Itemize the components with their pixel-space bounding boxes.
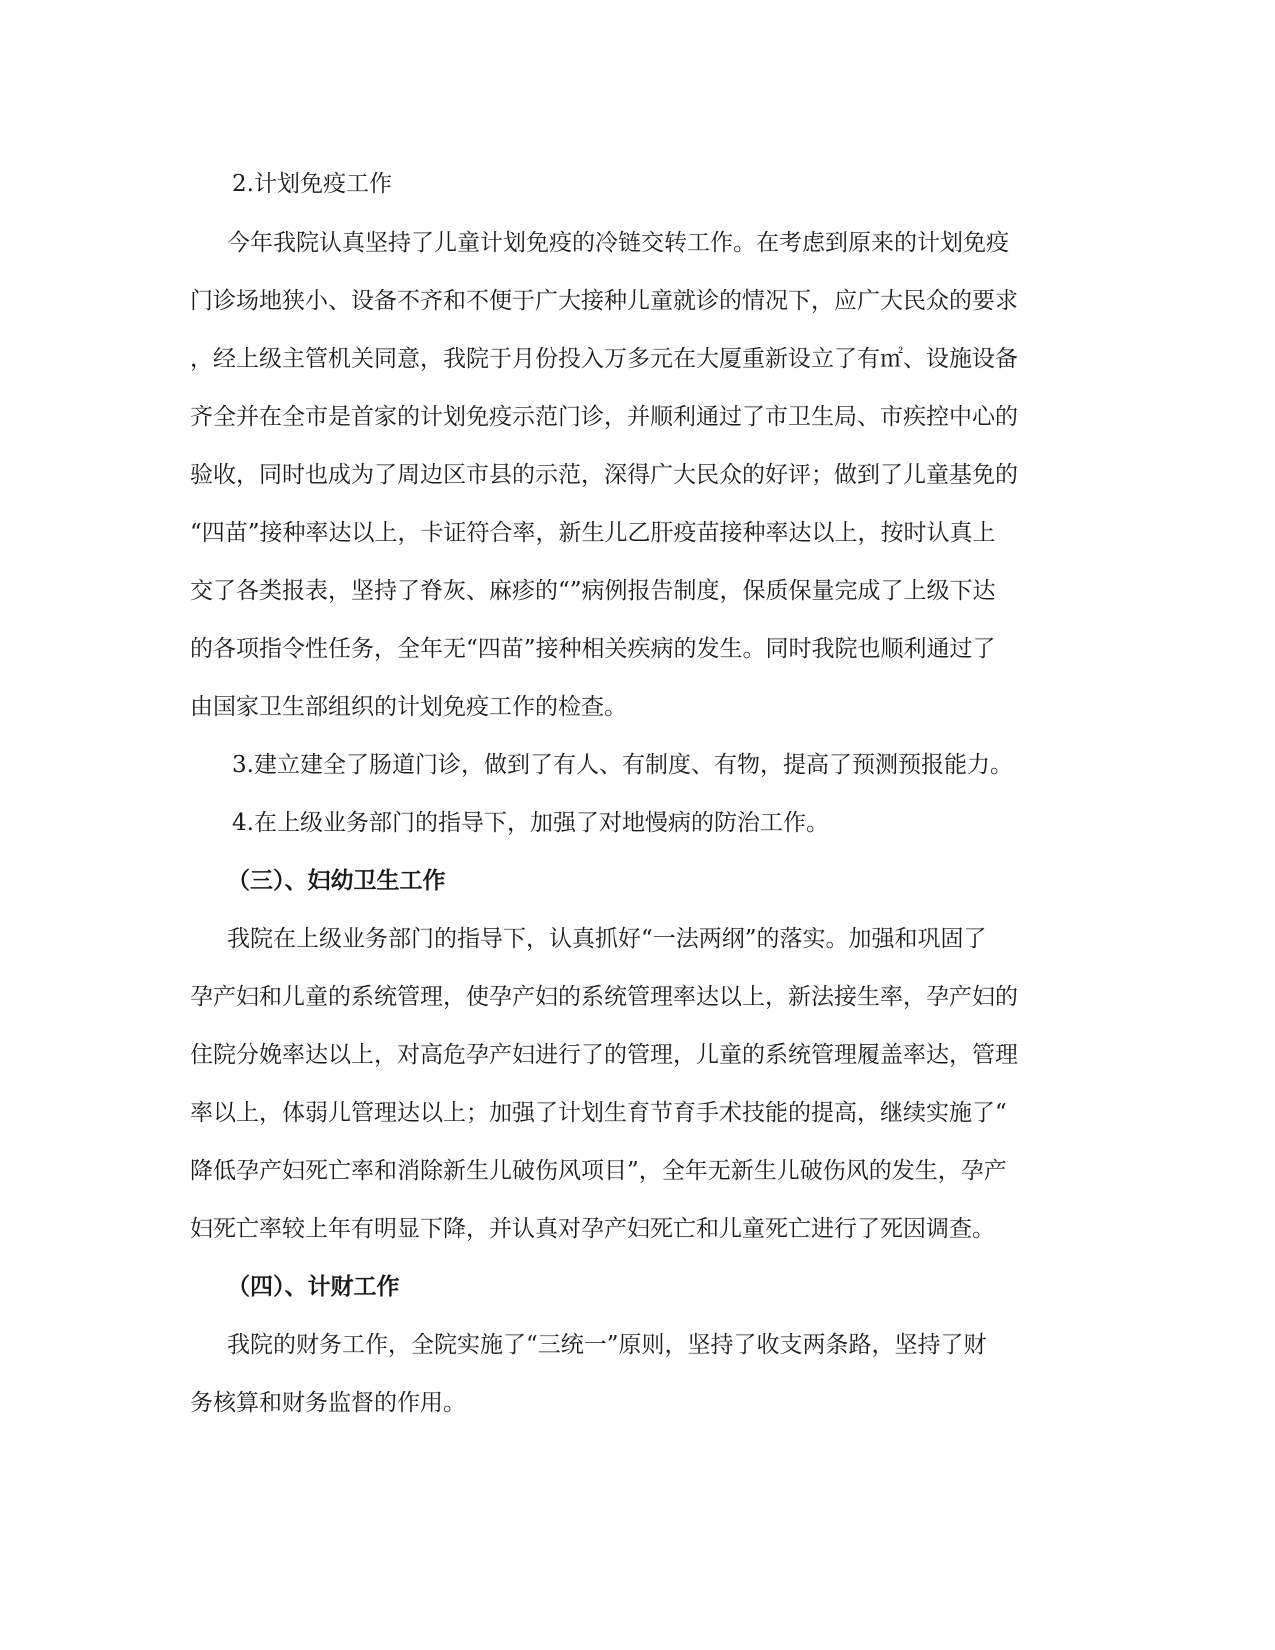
paragraph-line: 孕产妇和儿童的系统管理，使孕产妇的系统管理率达以上，新法接生率，孕产妇的: [190, 984, 1018, 1010]
paragraph-line: 我院的财务工作，全院实施了“三统一”原则，坚持了收支两条路，坚持了财: [227, 1332, 987, 1358]
paragraph-line: 由国家卫生部组织的计划免疫工作的检查。: [190, 694, 627, 720]
paragraph-line: 我院在上级业务部门的指导下，认真抓好“一法两纲”的落实。加强和巩固了: [227, 926, 987, 952]
paragraph-line: 务核算和财务监督的作用。: [190, 1390, 466, 1416]
paragraph-line: 今年我院认真坚持了儿童计划免疫的冷链交转工作。在考虑到原来的计划免疫: [227, 230, 1009, 256]
paragraph-line: 住院分娩率达以上，对高危孕产妇进行了的管理，儿童的系统管理履盖率达，管理: [190, 1042, 1018, 1068]
paragraph-line: 齐全并在全市是首家的计划免疫示范门诊，并顺利通过了市卫生局、市疾控中心的: [190, 404, 1018, 430]
paragraph-line: 降低孕产妇死亡率和消除新生儿破伤风项目”，全年无新生儿破伤风的发生，孕产: [190, 1158, 1007, 1184]
paragraph-line: 验收，同时也成为了周边区市县的示范，深得广大民众的好评；做到了儿童基免的: [190, 462, 1018, 488]
paragraph-line: 率以上，体弱儿管理达以上；加强了计划生育节育手术技能的提高，继续实施了“: [190, 1100, 1007, 1126]
paragraph-line: 交了各类报表，坚持了脊灰、麻疹的“”病例报告制度，保质保量完成了上级下达: [190, 578, 996, 604]
paragraph-line: “四苗”接种率达以上，卡证符合率，新生儿乙肝疫苗接种率达以上，按时认真上: [190, 520, 996, 546]
list-item-4: 4.在上级业务部门的指导下，加强了对地慢病的防治工作。: [232, 810, 829, 836]
paragraph-line: 门诊场地狭小、设备不齐和不便于广大接种儿童就诊的情况下，应广大民众的要求: [190, 288, 1018, 314]
list-item-3: 3.建立建全了肠道门诊，做到了有人、有制度、有物，提高了预测预报能力。: [232, 752, 1013, 778]
paragraph-line: ，经上级主管机关同意，我院于月份投入万多元在大厦重新设立了有㎡、设施设备: [190, 346, 1018, 372]
paragraph-line: 的各项指令性任务，全年无“四苗”接种相关疾病的发生。同时我院也顺利通过了: [190, 636, 996, 662]
paragraph-line: 妇死亡率较上年有明显下降，并认真对孕产妇死亡和儿童死亡进行了死因调查。: [190, 1216, 995, 1242]
section-heading-finance: （四）、计财工作: [227, 1273, 400, 1300]
section-heading-maternal: （三）、妇幼卫生工作: [227, 867, 446, 894]
section-heading-immunization: 2.计划免疫工作: [232, 171, 392, 197]
